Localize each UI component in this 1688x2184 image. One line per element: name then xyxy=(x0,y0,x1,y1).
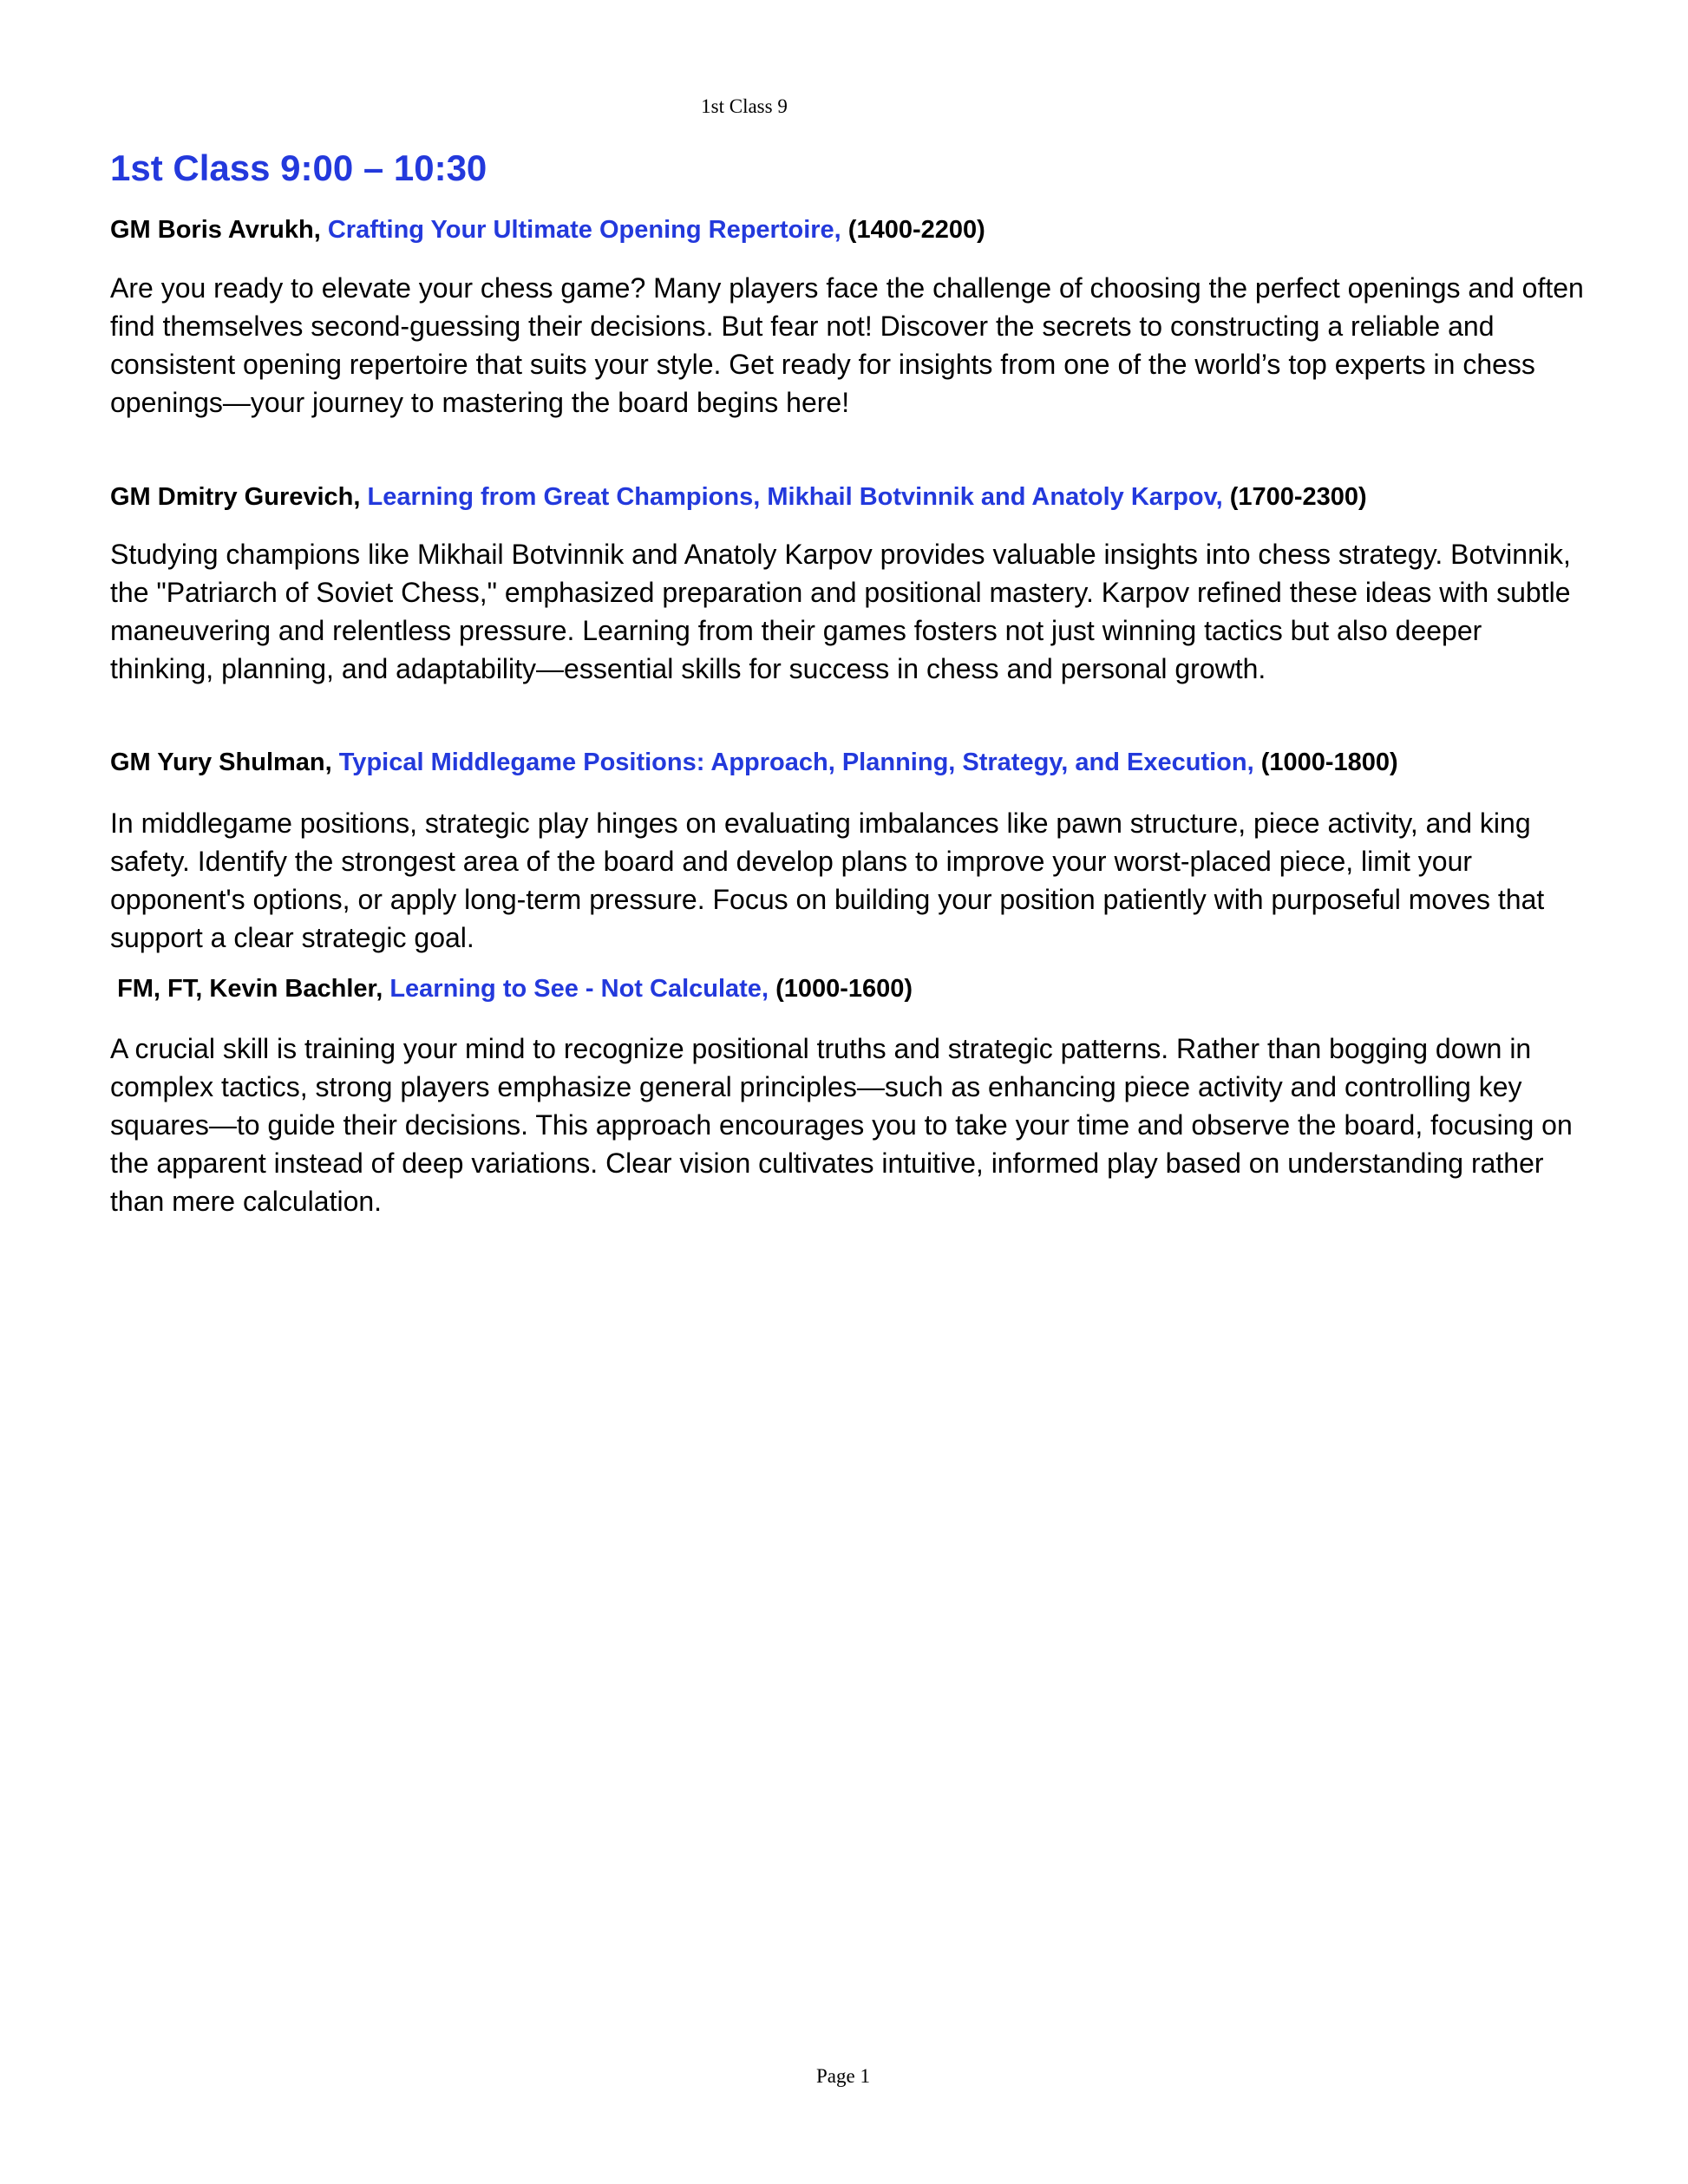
course-title: Learning to See - Not Calculate, xyxy=(389,975,776,1003)
page-number: Page 1 xyxy=(816,2065,870,2087)
session-header-gurevich xyxy=(110,480,1367,514)
session-header-avrukh xyxy=(110,213,985,247)
presenter-name: GM Boris Avrukh, xyxy=(110,216,328,244)
session-description: Are you ready to elevate your chess game? Many players face the challenge of choosing the perfect openings and often find themselves second-guessing their decisions. But fear not! Discover the secrets to constructing a reliable and consistent opening repertoire that suits your style. Get ready for insights from one of the world’s top experts in chess openings—your journey to mastering the board begins here! xyxy=(110,272,1584,418)
rating-range: (1000-1800) xyxy=(1260,749,1398,776)
session-description: In middlegame positions, strategic play hinges on evaluating imbalances like pawn structure, piece activity, and king safety. Identify the strongest area of the board and develop plans to improve your worst-placed piece, limit your opponent's options, or apply long-term pressure. Focus on building your position patiently with purposeful moves that support a clear strategic goal. xyxy=(110,808,1545,953)
session-description: A crucial skill is training your mind to recognize positional truths and strategic patterns. Rather than bogging down in complex tactics, strong players emphasize general principles—such as enhancing piece activity and controlling key squares—to guide their decisions. This approach encourages you to take your time and observe the board, focusing on the apparent instead of deep variations. Clear vision cultivates intuitive, informed play based on understanding rather than mere calculation. xyxy=(110,1033,1573,1217)
session-description: Studying champions like Mikhail Botvinnik and Anatoly Karpov provides valuable insights into chess strategy. Botvinnik, the "Patriarch of Soviet Chess," emphasized preparation and positional mastery. Karpov refined these ideas with subtle maneuvering and relentless pressure. Learning from their games fosters not just winning tactics but also deeper thinking, planning, and adaptability—essential skills for success in chess and personal growth. xyxy=(110,539,1571,684)
presenter-name: GM Dmitry Gurevich, xyxy=(110,483,368,511)
course-title: Typical Middlegame Positions: Approach, Planning, Strategy, and Execution, xyxy=(338,749,1261,776)
session-header-bachler xyxy=(110,971,913,1006)
running-header: 1st Class 9 xyxy=(701,95,788,117)
course-title: Learning from Great Champions, Mikhail Botvinnik and Anatoly Karpov, xyxy=(367,483,1230,511)
rating-range: (1000-1600) xyxy=(775,975,913,1003)
presenter-name: FM, FT, Kevin Bachler, xyxy=(110,975,390,1003)
course-title: Crafting Your Ultimate Opening Repertoire, xyxy=(327,216,848,244)
rating-range: (1700-2300) xyxy=(1229,483,1367,511)
presenter-name: GM Yury Shulman, xyxy=(110,749,339,776)
rating-range: (1400-2200) xyxy=(847,216,985,244)
session-header-shulman xyxy=(110,745,1398,780)
page-title: 1st Class 9:00 – 10:30 xyxy=(110,147,487,188)
